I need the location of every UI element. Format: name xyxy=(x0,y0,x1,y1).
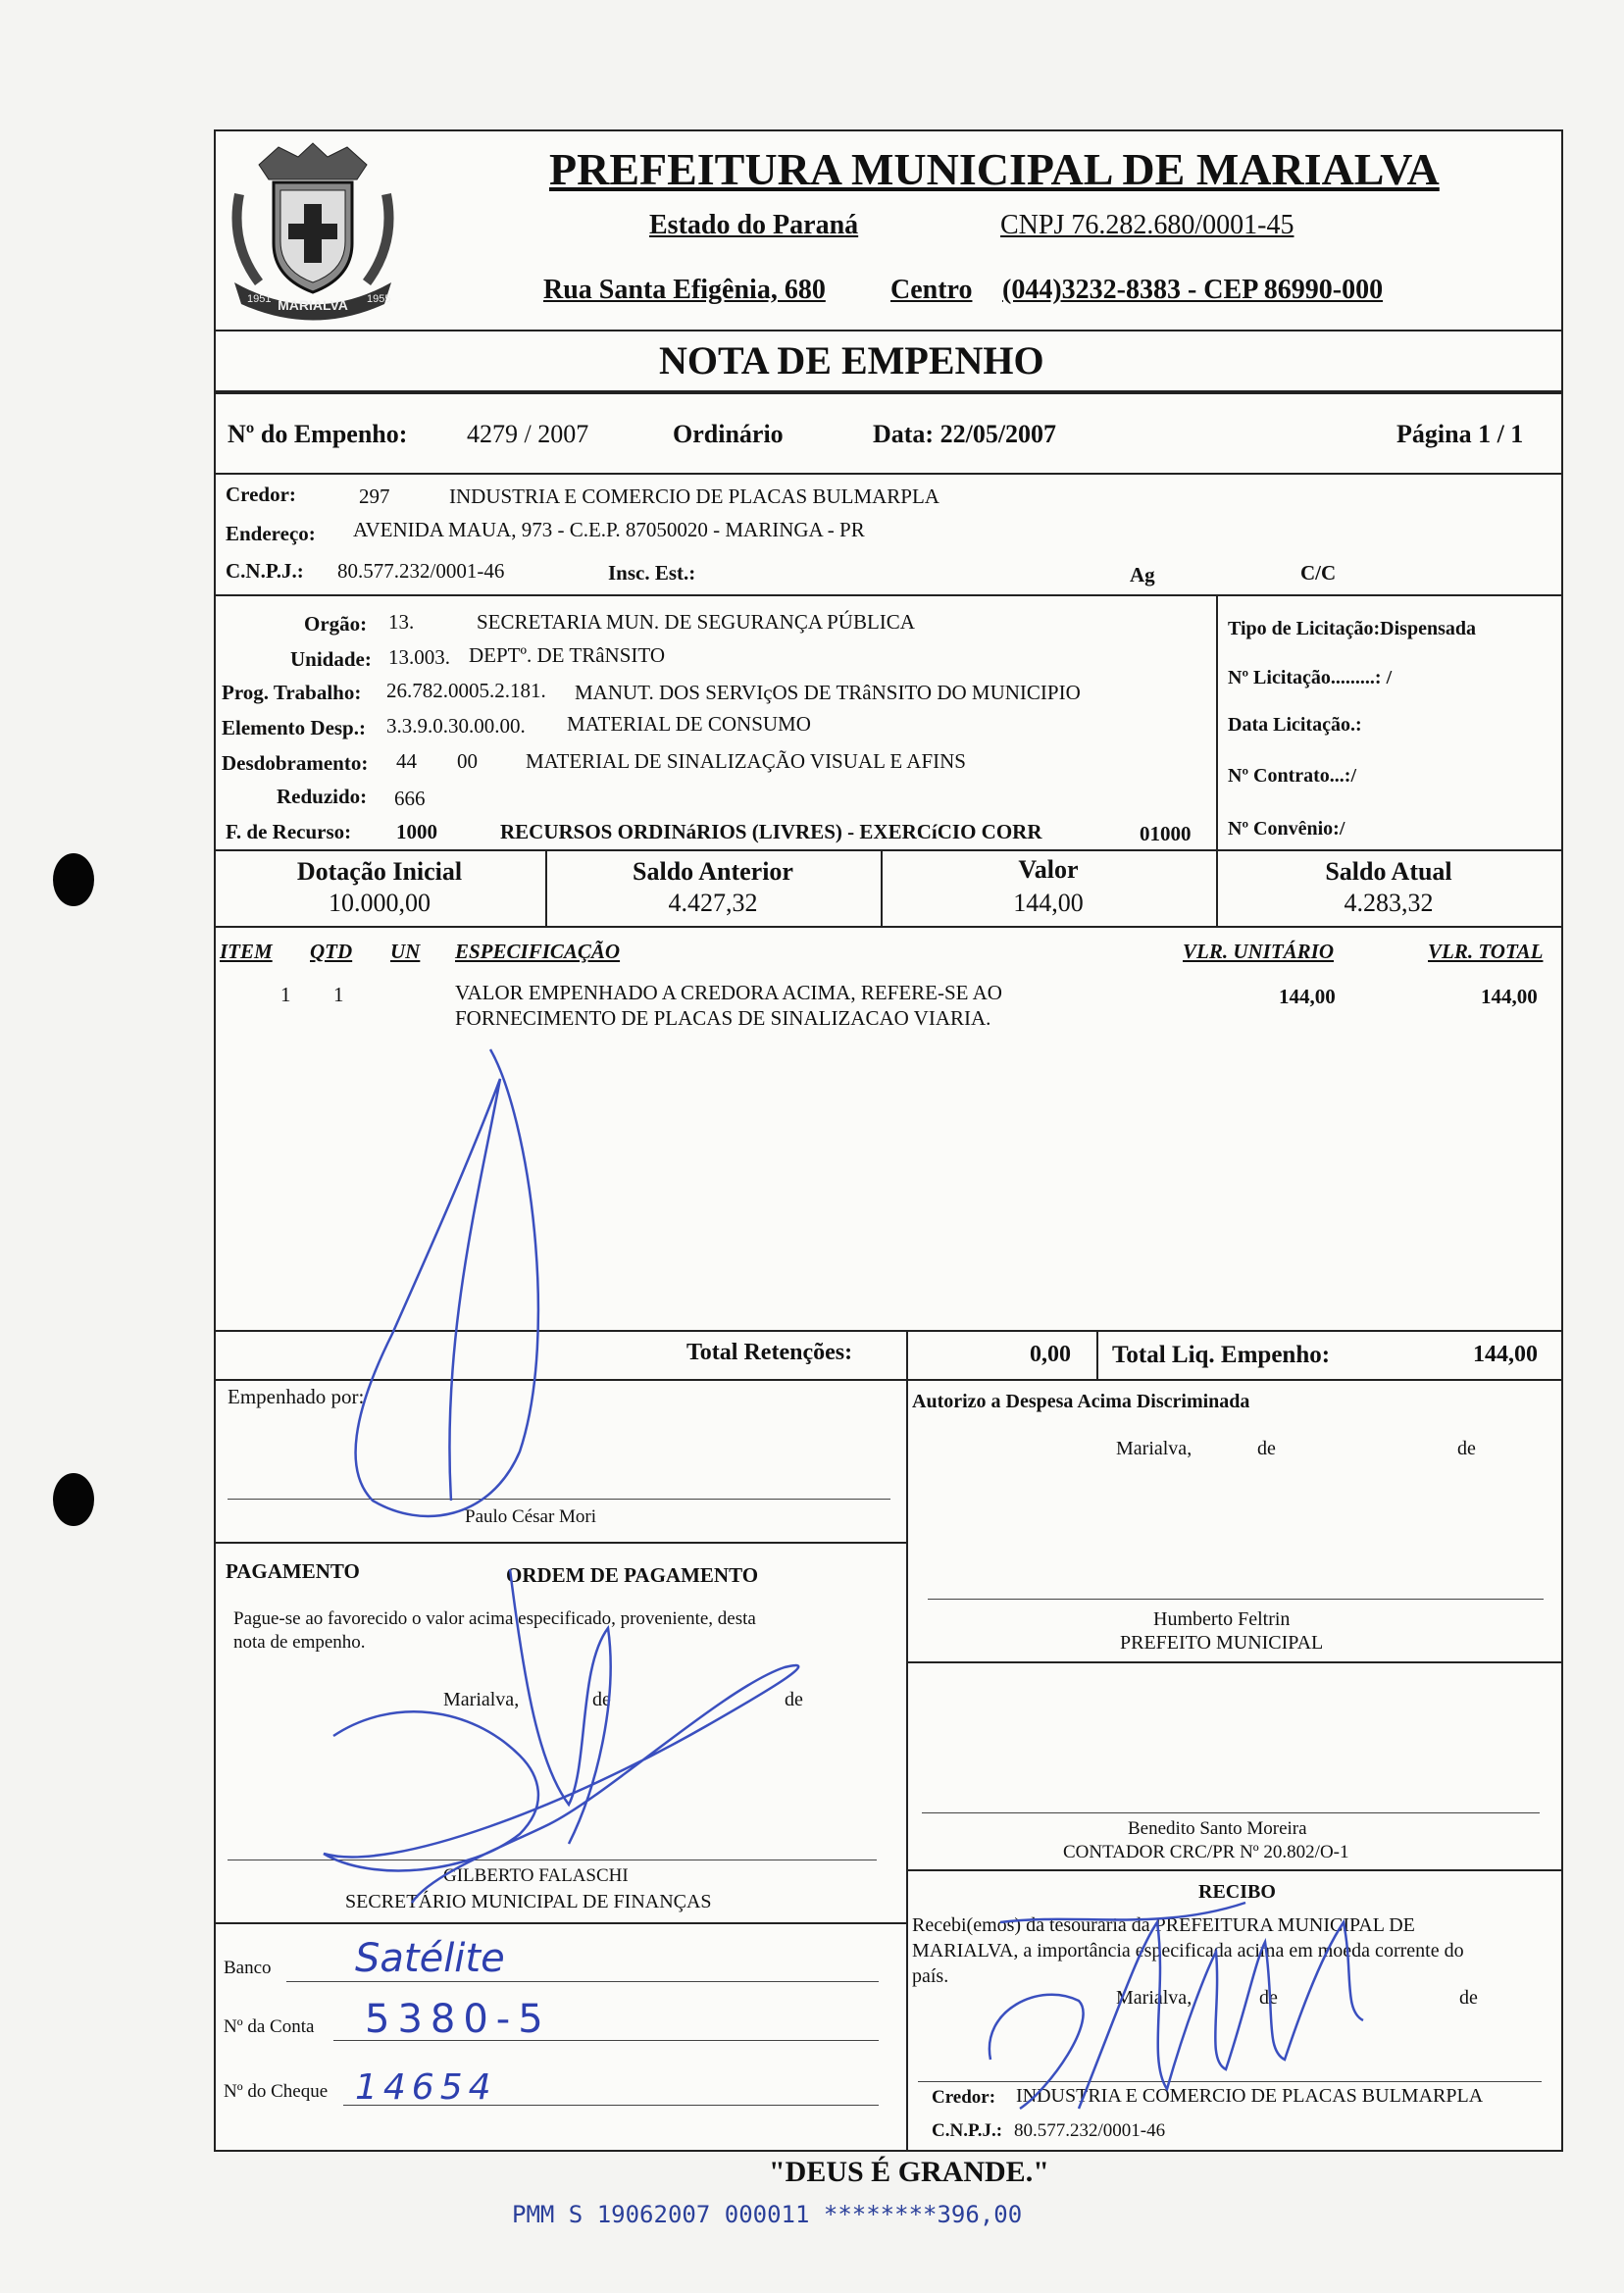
svg-text:1951: 1951 xyxy=(247,293,272,305)
saldo-label-anterior: Saldo Anterior xyxy=(633,857,793,886)
empenhado-label: Empenhado por: xyxy=(228,1385,365,1408)
saldo-value-valor: 144,00 xyxy=(1013,889,1084,917)
prefeito-role: PREFEITO MUNICIPAL xyxy=(1120,1632,1324,1654)
banco-label: Banco xyxy=(224,1958,272,1978)
orgao-label: Orgão: xyxy=(304,612,368,636)
prog-code: 26.782.0005.2.181. xyxy=(386,679,546,702)
autorizo-de-2: de xyxy=(1457,1438,1476,1459)
row-total: 144,00 xyxy=(1481,985,1538,1008)
row-unit: 144,00 xyxy=(1279,985,1336,1008)
liq-label: Total Liq. Empenho: xyxy=(1112,1342,1331,1368)
pagamento-text-line1: Pague-se ao favorecido o valor acima especificado, proveniente, desta xyxy=(233,1608,756,1629)
credor-cc-label: C/C xyxy=(1300,561,1337,585)
licitacao-data: Data Licitação.: xyxy=(1228,714,1362,736)
liq-value: 144,00 xyxy=(1473,1342,1538,1367)
recurso-number: 01000 xyxy=(1140,822,1192,845)
doc-title: NOTA DE EMPENHO xyxy=(659,338,1044,382)
punch-hole-top xyxy=(53,853,94,906)
retencoes-label: Total Retenções: xyxy=(686,1340,853,1365)
header-address: Rua Santa Efigênia, 680 xyxy=(543,275,826,305)
recibo-credor-label: Credor: xyxy=(932,2087,996,2108)
empenho-number: 4279 / 2007 xyxy=(467,420,589,448)
unidade-code: 13.003. xyxy=(388,645,450,669)
pagamento-text-line2: nota de empenho. xyxy=(233,1632,366,1653)
saldo-label-valor: Valor xyxy=(1018,855,1079,884)
credor-address-label: Endereço: xyxy=(226,522,316,545)
recurso-label: F. de Recurso: xyxy=(226,820,352,843)
prog-label: Prog. Trabalho: xyxy=(222,681,362,704)
recibo-cnpj: 80.577.232/0001-46 xyxy=(1014,2120,1166,2141)
recibo-credor: INDUSTRIA E COMERCIO DE PLACAS BULMARPLA xyxy=(1016,2085,1484,2107)
col-total: VLR. TOTAL xyxy=(1428,940,1544,963)
cheque-label: Nº do Cheque xyxy=(224,2081,329,2102)
banco-value: Satélite xyxy=(355,1936,505,1981)
unidade-name: DEPTº. DE TRâNSITO xyxy=(469,643,665,667)
desdobramento-label: Desdobramento: xyxy=(222,751,369,775)
empenho-type: Ordinário xyxy=(673,420,784,448)
stamp-line: PMM S 19062007 000011 ********396,00 xyxy=(512,2201,1023,2228)
col-item: ITEM xyxy=(220,940,273,963)
unidade-label: Unidade: xyxy=(290,647,372,671)
recibo-place: Marialva, xyxy=(1116,1987,1193,2009)
saldo-label-atual: Saldo Atual xyxy=(1325,857,1452,886)
orgao-name: SECRETARIA MUN. DE SEGURANÇA PÚBLICA xyxy=(477,610,915,634)
reduzido-label: Reduzido: xyxy=(277,785,368,808)
licitacao-numero: Nº Licitação.........: / xyxy=(1228,667,1393,688)
autorizo-label: Autorizo a Despesa Acima Discriminada xyxy=(912,1391,1250,1412)
credor-insc-label: Insc. Est.: xyxy=(608,561,696,585)
recibo-title: RECIBO xyxy=(1198,1881,1276,1903)
header-centro: Centro xyxy=(890,275,973,305)
recurso-code: 1000 xyxy=(396,820,437,843)
autorizo-de-1: de xyxy=(1257,1438,1276,1459)
recibo-de-2: de xyxy=(1459,1987,1478,2009)
svg-text:MARIALVA: MARIALVA xyxy=(278,297,348,313)
prog-name: MANUT. DOS SERVIçOS DE TRâNSITO DO MUNICIPIO xyxy=(575,681,1081,704)
empenho-label: Nº do Empenho: xyxy=(228,420,408,448)
row-qtd: 1 xyxy=(333,983,344,1006)
header-phone-cep: (044)3232-8383 - CEP 86990-000 xyxy=(1002,275,1384,305)
recibo-cnpj-label: C.N.P.J.: xyxy=(932,2120,1003,2141)
elemento-name: MATERIAL DE CONSUMO xyxy=(567,712,811,736)
contador-role: CONTADOR CRC/PR Nº 20.802/O-1 xyxy=(1063,1842,1349,1862)
svg-text:1955: 1955 xyxy=(367,293,391,305)
licitacao-convenio: Nº Convênio:/ xyxy=(1228,818,1345,840)
row-item: 1 xyxy=(280,983,291,1006)
recibo-line2: MARIALVA, a importância especificada acima em moeda corrente do xyxy=(912,1940,1464,1962)
credor-cnpj: 80.577.232/0001-46 xyxy=(337,559,505,583)
empenho-page: Página 1 / 1 xyxy=(1396,420,1524,448)
footer-motto: "DEUS É GRANDE." xyxy=(769,2156,1049,2188)
secretario-name: GILBERTO FALASCHI xyxy=(443,1865,629,1886)
licitacao-contrato: Nº Contrato...:/ xyxy=(1228,765,1357,787)
conta-label: Nº da Conta xyxy=(224,2016,315,2037)
credor-name: INDUSTRIA E COMERCIO DE PLACAS BULMARPLA xyxy=(449,484,939,508)
prefeito-name: Humberto Feltrin xyxy=(1153,1608,1291,1630)
cheque-value: 14654 xyxy=(355,2067,497,2108)
empenhado-name: Paulo César Mori xyxy=(465,1506,597,1527)
autorizo-place: Marialva, xyxy=(1116,1438,1193,1459)
elemento-code: 3.3.9.0.30.00.00. xyxy=(386,714,526,738)
pagamento-place: Marialva, xyxy=(443,1689,520,1710)
recibo-de-1: de xyxy=(1259,1987,1278,2009)
col-qtd: QTD xyxy=(310,940,353,963)
header-state: Estado do Paraná xyxy=(649,210,859,240)
municipal-seal-icon xyxy=(220,135,406,322)
recibo-line1: Recebi(emos) da tesouraria da PREFEITURA MUNICIPAL DE xyxy=(912,1914,1415,1936)
credor-code: 297 xyxy=(359,484,390,508)
col-unit: VLR. UNITÁRIO xyxy=(1183,940,1335,963)
saldo-value-dotacao: 10.000,00 xyxy=(329,889,431,917)
row-spec-line2: FORNECIMENTO DE PLACAS DE SINALIZACAO VIARIA. xyxy=(455,1006,991,1030)
saldo-value-anterior: 4.427,32 xyxy=(668,889,758,917)
saldo-value-atual: 4.283,32 xyxy=(1344,889,1434,917)
page-title: PREFEITURA MUNICIPAL DE MARIALVA xyxy=(549,144,1440,194)
recurso-name: RECURSOS ORDINáRIOS (LIVRES) - EXERCíCIO CORR xyxy=(500,820,1042,843)
row-spec-line1: VALOR EMPENHADO A CREDORA ACIMA, REFERE-SE AO xyxy=(455,981,1002,1004)
reduzido-value: 666 xyxy=(394,787,426,810)
licitacao-tipo: Tipo de Licitação:Dispensada xyxy=(1228,618,1476,639)
punch-hole-bottom xyxy=(53,1473,94,1526)
retencoes-value: 0,00 xyxy=(1030,1342,1071,1367)
orgao-code: 13. xyxy=(388,610,415,634)
col-spec: ESPECIFICAÇÃO xyxy=(455,940,621,963)
pagamento-de-1: de xyxy=(592,1689,611,1710)
credor-address: AVENIDA MAUA, 973 - C.E.P. 87050020 - MARINGA - PR xyxy=(353,518,865,541)
secretario-role: SECRETÁRIO MUNICIPAL DE FINANÇAS xyxy=(345,1891,712,1912)
saldo-label-dotacao: Dotação Inicial xyxy=(296,857,463,886)
credor-label: Credor: xyxy=(226,483,296,506)
contador-name: Benedito Santo Moreira xyxy=(1128,1818,1307,1839)
desdobramento-name: MATERIAL DE SINALIZAÇÃO VISUAL E AFINS xyxy=(526,749,966,773)
desdobramento-code-1: 44 xyxy=(396,749,417,773)
header-cnpj: CNPJ 76.282.680/0001-45 xyxy=(1000,210,1294,240)
elemento-label: Elemento Desp.: xyxy=(222,716,366,739)
desdobramento-code-2: 00 xyxy=(457,749,478,773)
credor-cnpj-label: C.N.P.J.: xyxy=(226,559,304,583)
conta-value: 5380-5 xyxy=(365,1997,551,2042)
recibo-line3: país. xyxy=(912,1965,949,1987)
pagamento-de-2: de xyxy=(785,1689,803,1710)
ordem-pagamento-label: ORDEM DE PAGAMENTO xyxy=(506,1563,759,1587)
col-un: UN xyxy=(390,940,421,963)
pagamento-label: PAGAMENTO xyxy=(226,1559,360,1583)
credor-ag-label: Ag xyxy=(1130,563,1155,586)
empenho-date: Data: 22/05/2007 xyxy=(873,420,1057,448)
